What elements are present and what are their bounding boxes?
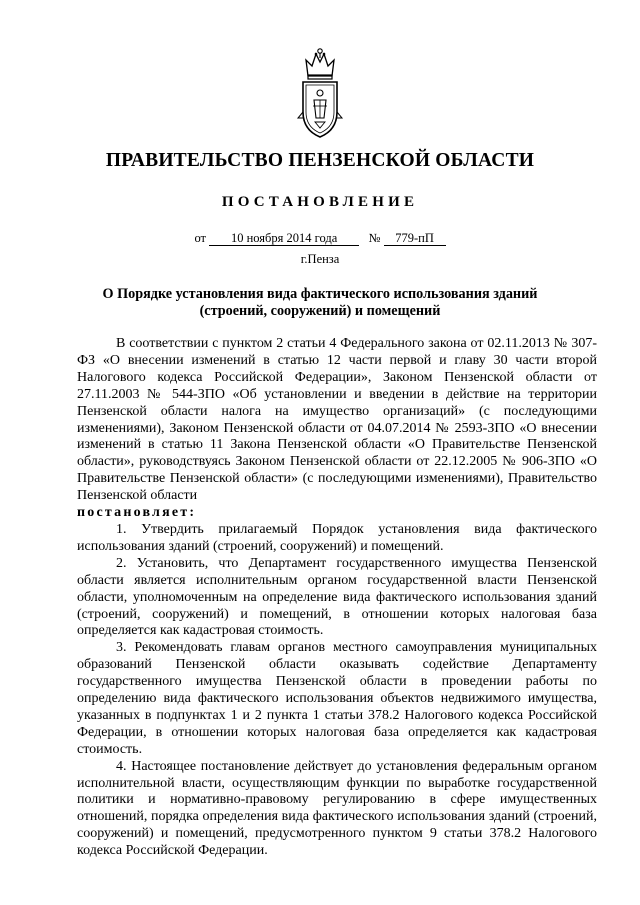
resolves-word: постановляет: (77, 505, 197, 521)
coat-of-arms-icon (295, 46, 345, 140)
title-line-1: О Порядке установления вида фактического использования зданий (102, 286, 538, 302)
document-body (77, 336, 597, 860)
resolves-paragraph (77, 505, 597, 522)
item-3-paragraph: 3. Рекомендовать главам органов местного самоуправления муниципальных образований Пензенской области оказывать содействие Департаменту государственного имущества Пензенской области в проведении работы по определению вида фактического использования объектов недвижимого имущества, указанных в подпунктах 1 и 2 пункта 1 статьи 378.2 Налогового кодекса Российской Федерации, в отношении которых налоговая база определяется как кадастровая стоимость. (77, 640, 597, 757)
item-4-paragraph: 4. Настоящее постановление действует до установления федеральным органом исполнительной власти, осуществляющим функции по выработке государственной политики и нормативно-правовому регулированию в сфере имущественных отношений, порядка определения вида фактического использования зданий (строений, сооружений) и помещений, предусмотренного пунктом 9 статьи 378.2 Налогового кодекса Российской Федерации. (77, 758, 597, 859)
date-number-line (60, 231, 580, 246)
date-prefix: от (194, 231, 206, 245)
document-title (80, 286, 560, 320)
item-1-paragraph: 1. Утвердить прилагаемый Порядок установления вида фактического использования зданий (строений, сооружений) и помещений. (77, 521, 597, 554)
document-number: 779-пП (384, 231, 446, 246)
preamble-paragraph: В соответствии с пунктом 2 статьи 4 Федерального закона от 02.11.2013 № 307-ФЗ «О внесении изменений в статью 12 части первой и главу 30 части второй Налогового кодекса Российской Федерации», Законом Пензенской области от 27.11.2003 № 544-ЗПО «Об установлении и введении в действие на территории Пензенской области налога на имущество организаций» (с последующими изменениями), Законом Пензенской области от 04.07.2014 № 2593-ЗПО «О внесении изменений в статью 11 Закона Пензенской области «О Правительстве Пензенской области», руководствуясь Законом Пензенской области от 22.12.2005 № 906-ЗПО «О Правительстве Пензенской области» (с последующими изменениями), Правительство Пензенской области (77, 336, 597, 504)
document-type: ПОСТАНОВЛЕНИЕ (221, 194, 419, 210)
title-line-2: (строений, сооружений) и помещений (199, 303, 441, 319)
number-sign: № (368, 231, 381, 245)
item-2-paragraph: 2. Установить, что Департамент государственного имущества Пензенской области является исполнительным органом государственной власти Пензенской области, уполномоченным на определение вида фактического использования зданий (строений, сооружений) и помещений, в отношении которых налоговая база определяется как кадастровая стоимость. (77, 555, 597, 639)
organization-name: ПРАВИТЕЛЬСТВО ПЕНЗЕНСКОЙ ОБЛАСТИ (105, 150, 535, 171)
document-city: г.Пенза (300, 252, 340, 266)
document-date: 10 ноября 2014 года (209, 231, 359, 246)
